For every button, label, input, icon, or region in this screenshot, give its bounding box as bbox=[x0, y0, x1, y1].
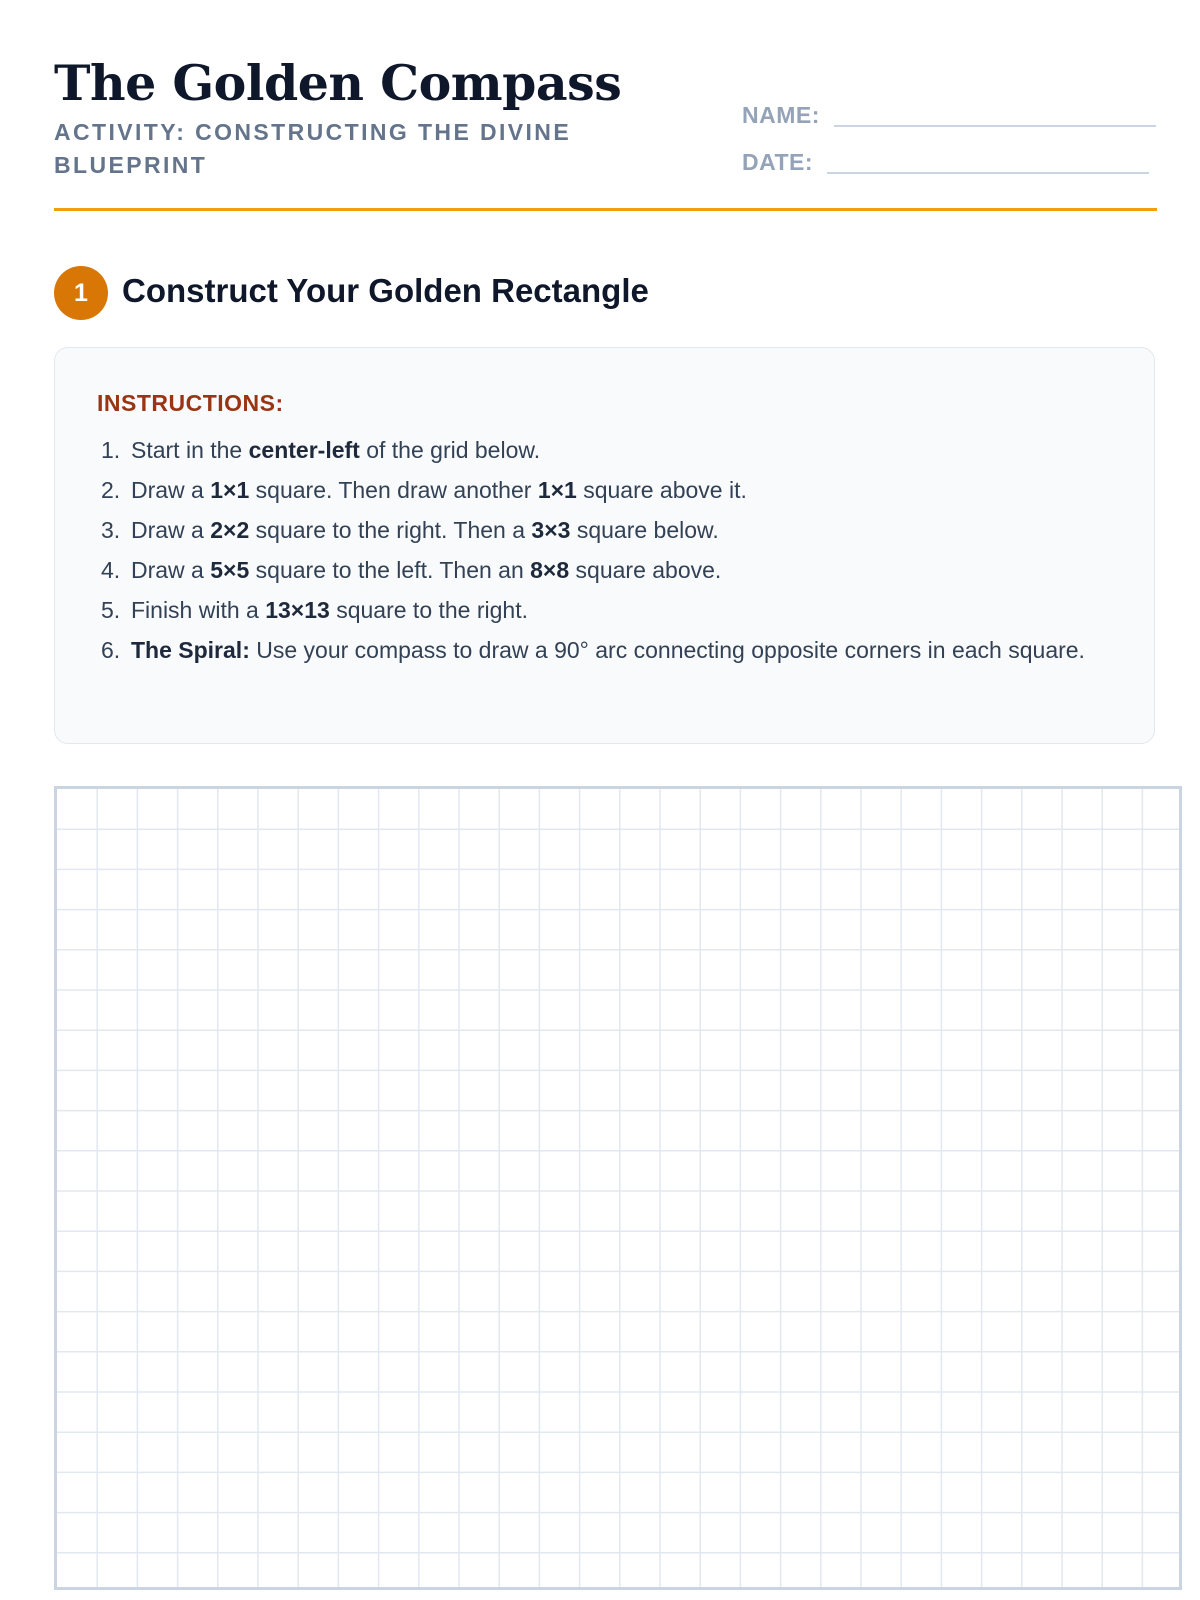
date-label: DATE: bbox=[742, 149, 814, 175]
instruction-emphasis: 13×13 bbox=[265, 597, 330, 623]
instruction-item bbox=[97, 594, 1117, 627]
instruction-emphasis: 2×2 bbox=[210, 517, 250, 543]
page-title: The Golden Compass bbox=[54, 54, 622, 112]
instruction-text: square above it. bbox=[576, 477, 747, 503]
instruction-item bbox=[97, 474, 1117, 507]
date-line[interactable] bbox=[827, 172, 1149, 174]
page-subtitle: ACTIVITY: CONSTRUCTING THE DIVINE BLUEPRINT bbox=[54, 119, 572, 178]
instruction-emphasis: 8×8 bbox=[530, 557, 570, 583]
header-divider bbox=[54, 208, 1157, 211]
instruction-number: 1. bbox=[101, 437, 121, 463]
name-line[interactable] bbox=[834, 125, 1156, 127]
name-field bbox=[742, 102, 1156, 129]
name-label: NAME: bbox=[742, 102, 820, 128]
instruction-item bbox=[97, 514, 1117, 547]
step-number-badge: 1 bbox=[54, 266, 108, 320]
instruction-number: 5. bbox=[101, 597, 121, 623]
instruction-text: square to the right. bbox=[329, 597, 529, 623]
instruction-item bbox=[97, 434, 1117, 467]
instruction-text: square to the left. Then an bbox=[249, 557, 531, 583]
instruction-number: 4. bbox=[101, 557, 121, 583]
instruction-text: square above. bbox=[569, 557, 722, 583]
instruction-text: square below. bbox=[570, 517, 719, 543]
section-title: Construct Your Golden Rectangle bbox=[122, 272, 649, 309]
instruction-item bbox=[97, 554, 1117, 587]
instruction-text: Finish with a bbox=[131, 597, 266, 623]
instruction-text: square. Then draw another bbox=[249, 477, 538, 503]
instruction-number: 2. bbox=[101, 477, 121, 503]
instruction-text: Draw a bbox=[131, 477, 211, 503]
drawing-grid[interactable] bbox=[54, 786, 1182, 1590]
instruction-text: Use your compass to draw a 90° arc connecting opposite corners in each square. bbox=[249, 637, 1085, 663]
instructions-heading: INSTRUCTIONS: bbox=[97, 390, 284, 416]
instructions-list bbox=[97, 434, 1117, 674]
instruction-text: Draw a bbox=[131, 557, 211, 583]
instruction-emphasis: The Spiral: bbox=[131, 637, 250, 663]
instruction-number: 3. bbox=[101, 517, 121, 543]
instruction-emphasis: 1×1 bbox=[210, 477, 250, 503]
instructions-box bbox=[54, 347, 1155, 744]
date-field bbox=[742, 149, 1149, 176]
instruction-text: of the grid below. bbox=[359, 437, 541, 463]
grid-lines bbox=[57, 789, 1179, 1587]
instruction-emphasis: 1×1 bbox=[537, 477, 577, 503]
instruction-item bbox=[97, 634, 1117, 667]
instruction-text: Draw a bbox=[131, 517, 211, 543]
instruction-number: 6. bbox=[101, 637, 121, 663]
instruction-text: Start in the bbox=[131, 437, 249, 463]
instruction-emphasis: 5×5 bbox=[210, 557, 250, 583]
instruction-emphasis: 3×3 bbox=[531, 517, 571, 543]
instruction-text: square to the right. Then a bbox=[249, 517, 532, 543]
instruction-emphasis: center-left bbox=[248, 437, 360, 463]
